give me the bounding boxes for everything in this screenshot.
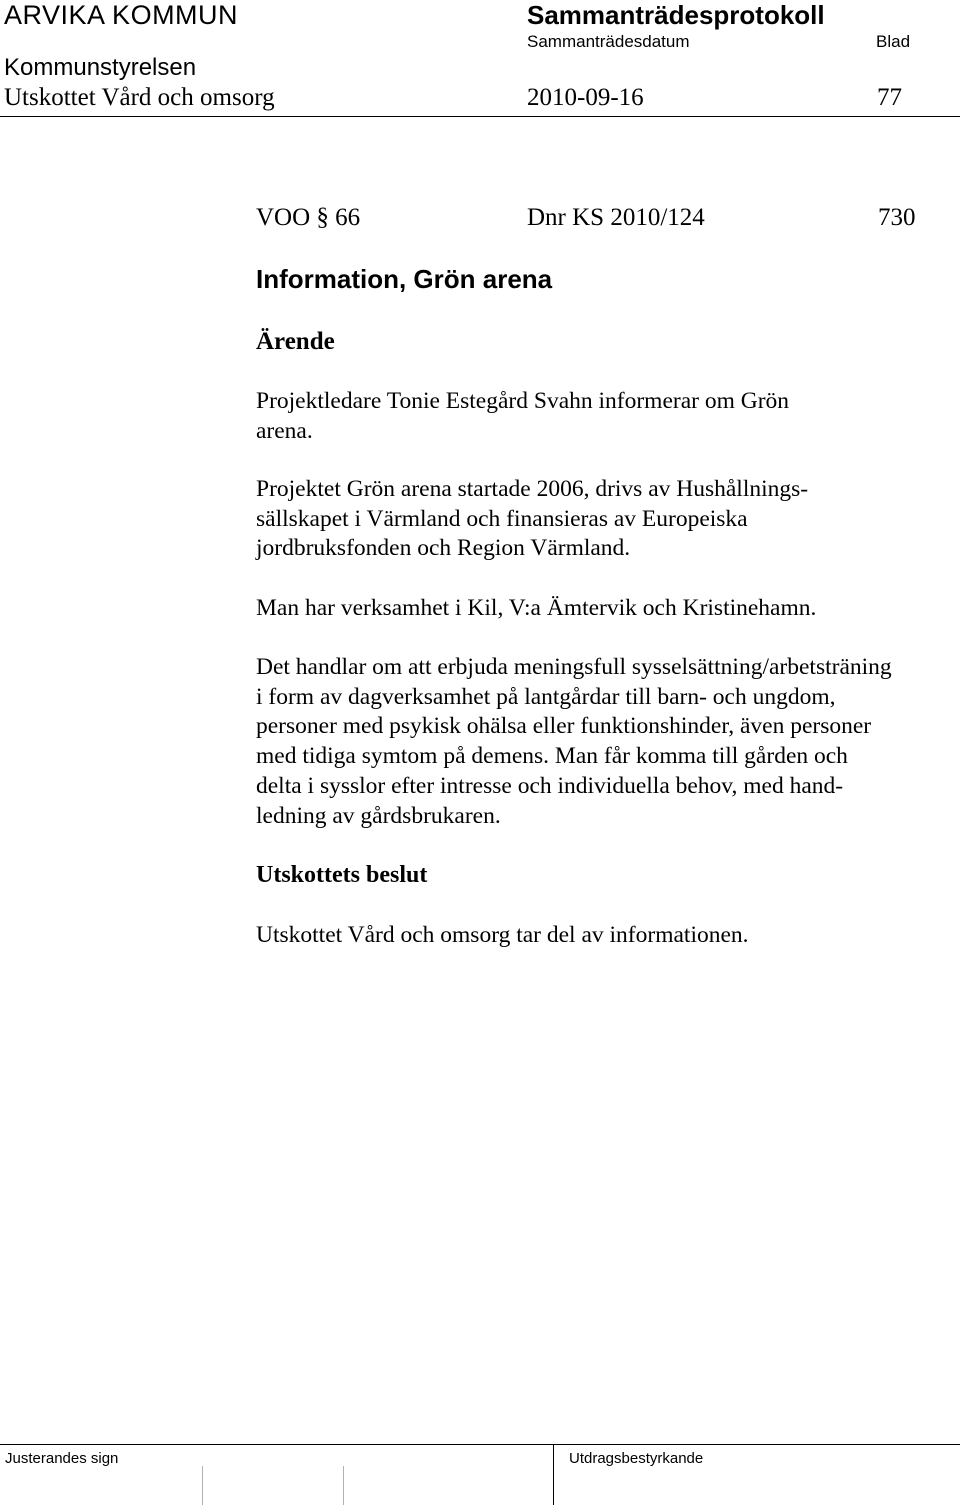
diary-number: Dnr KS 2010/124 (527, 204, 705, 231)
paragraph-line: sällskapet i Värmland och finansieras av Europeiska (256, 505, 748, 532)
footer-divider (0, 1444, 960, 1445)
paragraph-line: arena. (256, 417, 313, 444)
paragraph-line: Det handlar om att erbjuda meningsfull sysselsättning/arbetsträning (256, 654, 892, 680)
meeting-date: 2010-09-16 (527, 84, 644, 111)
paragraph-line: Utskottet Vård och omsorg tar del av informationen. (256, 922, 749, 948)
board-name: Kommunstyrelsen (4, 54, 197, 81)
paragraph-project-background (256, 475, 808, 564)
committee-name: Utskottet Vård och omsorg (4, 84, 275, 111)
page-number: 77 (877, 84, 902, 111)
paragraph-information (256, 387, 789, 446)
meeting-date-label: Sammanträdesdatum (527, 32, 690, 51)
paragraph-line: personer med psykisk ohälsa eller funktionshinder, även personer (256, 713, 872, 740)
signature-box-divider (343, 1466, 344, 1505)
footer-column-divider (553, 1444, 554, 1505)
case-title: Information, Grön arena (256, 264, 553, 294)
organization-name: ARVIKA KOMMUN (4, 0, 239, 30)
signature-box-divider (202, 1466, 203, 1505)
paragraph-decision (256, 921, 749, 951)
header-divider (0, 116, 960, 117)
paragraph-line: i form av dagverksamhet på lantgårdar till barn- och ungdom, (256, 683, 836, 710)
archive-code: 730 (878, 204, 916, 231)
signature-label: Justerandes sign (5, 1450, 119, 1467)
paragraph-line: ledning av gårdsbrukaren. (256, 802, 501, 829)
paragraph-line: Projektledare Tonie Estegård Svahn informerar om Grön (256, 388, 790, 414)
section-heading-arende: Ärende (256, 328, 335, 355)
paragraph-locations (256, 594, 816, 624)
section-heading-beslut: Utskottets beslut (256, 862, 428, 888)
paragraph-reference: VOO § 66 (256, 204, 361, 231)
paragraph-line: Man har verksamhet i Kil, V:a Ämtervik och Kristinehamn. (256, 595, 817, 621)
extract-certification-label: Utdragsbestyrkande (569, 1450, 704, 1467)
paragraph-description (256, 653, 892, 831)
paragraph-line: med tidiga symtom på demens. Man får komma till gården och (256, 743, 848, 770)
paragraph-line: delta i sysslor efter intresse och individuella behov, med hand- (256, 772, 844, 799)
document-type: Sammanträdesprotokoll (527, 0, 825, 30)
paragraph-line: jordbruksfonden och Region Värmland. (256, 535, 631, 562)
paragraph-line: Projektet Grön arena startade 2006, drivs av Hushållnings- (256, 476, 809, 502)
page-label: Blad (876, 32, 911, 51)
